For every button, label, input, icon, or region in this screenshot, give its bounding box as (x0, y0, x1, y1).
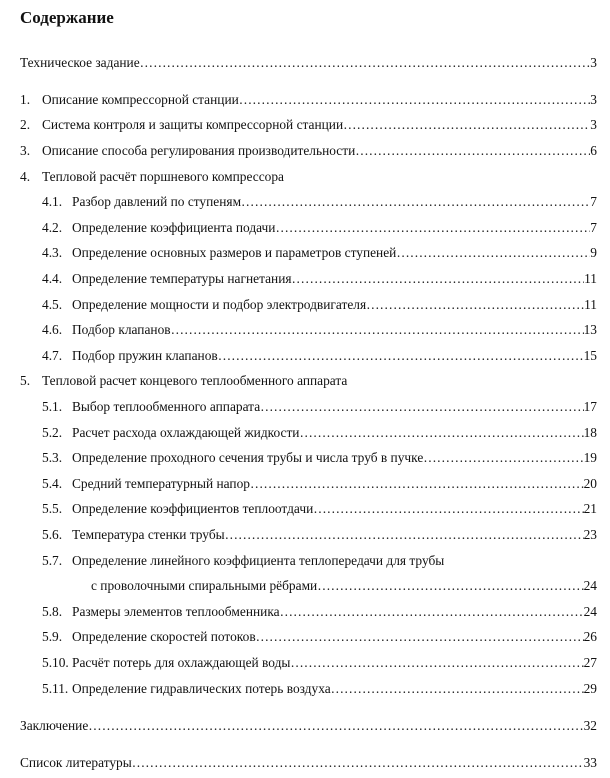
toc-entry-line (72, 295, 597, 315)
dot-leader (241, 192, 590, 212)
dot-leader (317, 576, 583, 596)
toc-entry[interactable] (0, 215, 610, 241)
toc-entry-number: 5.8. (42, 603, 63, 619)
toc-entry-line (72, 269, 597, 289)
toc-entry-number: 5.2. (42, 424, 63, 440)
toc-entry-page: 11 (584, 271, 597, 287)
toc-entry-label: Температура стенки трубы (72, 526, 225, 542)
toc-entry-label: Расчет расхода охлаждающей жидкости (72, 424, 300, 440)
toc-entry-line (20, 53, 597, 73)
toc-entry[interactable] (0, 445, 610, 471)
toc-entry[interactable] (0, 625, 610, 651)
toc-entry-page: 3 (590, 117, 597, 133)
toc-entry-page: 3 (590, 54, 597, 70)
dot-leader (218, 346, 584, 366)
toc-entry[interactable] (0, 189, 610, 215)
toc-entry-label: Расчёт потерь для охлаждающей воды (72, 654, 291, 670)
toc-entry[interactable] (0, 394, 610, 420)
toc-entry-page: 33 (583, 754, 597, 770)
toc-entry-number: 5.11. (42, 680, 69, 696)
toc-entry-label: с проволочными спиральными рёбрами (91, 578, 318, 594)
dot-leader (343, 115, 590, 135)
toc-entry[interactable] (0, 650, 610, 676)
toc-entry-label: Список литературы (20, 754, 132, 770)
toc-entry-number: 2. (20, 117, 31, 133)
toc-entry-label: Определение температуры нагнетания (72, 271, 292, 287)
page-title: Содержание (20, 8, 114, 27)
toc-entry-number: 3. (20, 143, 31, 159)
toc-entry-page: 24 (583, 603, 597, 619)
toc-entry-page: 6 (590, 143, 597, 159)
toc-entry-line (72, 320, 597, 340)
toc-entry-page: 17 (583, 399, 597, 415)
toc-entry[interactable] (0, 343, 610, 369)
toc-entry[interactable] (0, 471, 610, 497)
toc-entry-label: Система контроля и защиты компрессорной станции (42, 117, 344, 133)
toc-entry-label: Определение основных размеров и параметров ступеней (72, 245, 397, 261)
dot-leader (396, 243, 590, 263)
toc-entry-number: 4.2. (42, 219, 63, 235)
toc-entry-page: 3 (590, 91, 597, 107)
toc-entry-number: 5. (20, 373, 31, 389)
toc-entry-page: 7 (590, 219, 597, 235)
toc-entry-label: Тепловой расчет концевого теплообменного аппарата (42, 373, 348, 389)
toc-entry-page: 23 (583, 526, 597, 542)
toc-entry-number: 4.1. (42, 194, 63, 210)
dot-leader (292, 269, 585, 289)
toc-entry[interactable] (0, 241, 610, 267)
dot-leader (88, 716, 583, 736)
toc-entry-number: 5.5. (42, 501, 63, 517)
toc-entry[interactable] (0, 292, 610, 318)
toc-entry-line (72, 474, 597, 494)
dot-leader (256, 627, 584, 647)
toc-entry-line (72, 346, 597, 366)
toc-entry[interactable] (0, 317, 610, 343)
toc-entry-label: Определение мощности и подбор электродвигателя (72, 296, 367, 312)
dot-leader (366, 295, 584, 315)
toc-entry-number: 4.3. (42, 245, 63, 261)
toc-entry[interactable] (0, 573, 610, 599)
toc-entry-page: 29 (583, 680, 597, 696)
toc-entry-number: 5.4. (42, 475, 63, 491)
toc-entry[interactable] (0, 113, 610, 139)
toc-entry-line (20, 753, 597, 773)
toc-entry-line (72, 551, 597, 571)
toc-entry-number: 4.4. (42, 271, 63, 287)
toc-entry-number: 5.1. (42, 399, 63, 415)
toc-entry[interactable] (0, 138, 610, 164)
toc-entry-label: Техническое задание (20, 54, 140, 70)
toc-entry[interactable] (0, 497, 610, 523)
toc-entry-line (72, 499, 597, 519)
toc-entry-line (42, 167, 597, 187)
toc-entry[interactable] (0, 522, 610, 548)
toc-entry-page: 32 (583, 717, 597, 733)
toc-entry-page: 27 (583, 654, 597, 670)
toc-entry-label: Тепловой расчёт поршневого компрессора (42, 168, 284, 184)
toc-entry[interactable] (0, 676, 610, 702)
toc-entry[interactable] (0, 420, 610, 446)
toc-entry-page: 19 (583, 450, 597, 466)
dot-leader (171, 320, 584, 340)
toc-entry-line (42, 115, 597, 135)
toc-entry[interactable] (0, 369, 610, 395)
dot-leader (280, 602, 584, 622)
toc-entry-number: 5.10. (42, 654, 69, 670)
toc-entry-page: 9 (590, 245, 597, 261)
toc-entry-label: Заключение (20, 717, 89, 733)
dot-leader (140, 53, 591, 73)
toc-entry[interactable] (0, 599, 610, 625)
dot-leader (331, 679, 584, 699)
dot-leader (355, 141, 590, 161)
toc-entry-label: Описание компрессорной станции (42, 91, 239, 107)
toc-entry-line (72, 627, 597, 647)
toc-entry-number: 4.6. (42, 322, 63, 338)
toc-entry-page: 21 (583, 501, 597, 517)
toc-entry-page: 11 (584, 296, 597, 312)
toc-entry-number: 4.7. (42, 347, 63, 363)
toc-entry-page: 13 (583, 322, 597, 338)
toc-entry-label: Выбор теплообменного аппарата (72, 399, 261, 415)
toc-entry-page: 7 (590, 194, 597, 210)
dot-leader (313, 499, 583, 519)
toc-entry-label: Определение скоростей потоков (72, 629, 256, 645)
toc-entry-line (42, 371, 597, 391)
table-of-contents (0, 50, 610, 776)
toc-entry-page: 20 (583, 475, 597, 491)
toc-entry-line (72, 448, 597, 468)
toc-entry-label: Подбор пружин клапанов (72, 347, 218, 363)
dot-leader (225, 525, 584, 545)
dot-leader (132, 753, 584, 773)
toc-entry-line (20, 716, 597, 736)
toc-entry-number: 4. (20, 168, 31, 184)
dot-leader (250, 474, 584, 494)
toc-entry-line (72, 397, 597, 417)
toc-entry-line (91, 576, 597, 596)
toc-entry-line (72, 602, 597, 622)
dot-leader (260, 397, 583, 417)
toc-entry[interactable] (0, 713, 610, 739)
toc-entry[interactable] (0, 750, 610, 776)
toc-entry[interactable] (0, 548, 610, 574)
toc-entry[interactable] (0, 164, 610, 190)
toc-entry-number: 1. (20, 91, 31, 107)
toc-entry-line (72, 525, 597, 545)
toc-entry-label: Определение линейного коэффициента теплопередачи для трубы (72, 552, 445, 568)
toc-entry-number: 5.9. (42, 629, 63, 645)
toc-entry-label: Определение коэффициентов теплоотдачи (72, 501, 314, 517)
toc-entry-number: 5.6. (42, 526, 63, 542)
dot-leader (275, 218, 590, 238)
toc-entry-label: Определение проходного сечения трубы и числа труб в пучке (72, 450, 424, 466)
toc-entry-page: 18 (583, 424, 597, 440)
dot-leader (423, 448, 583, 468)
toc-entry-line (42, 90, 597, 110)
toc-entry-line (72, 192, 597, 212)
toc-entry-number: 5.3. (42, 450, 63, 466)
toc-entry-number: 5.7. (42, 552, 63, 568)
dot-leader (239, 90, 591, 110)
toc-entry-number: 4.5. (42, 296, 63, 312)
toc-entry-page: 26 (583, 629, 597, 645)
toc-entry-line (72, 218, 597, 238)
toc-entry-line (72, 679, 597, 699)
toc-entry-label: Средний температурный напор (72, 475, 250, 491)
toc-entry-label: Размеры элементов теплообменника (72, 603, 280, 619)
toc-entry-label: Определение коэффициента подачи (72, 219, 276, 235)
toc-entry-label: Разбор давлений по ступеням (72, 194, 242, 210)
toc-entry-page: 24 (583, 578, 597, 594)
toc-entry-page: 15 (583, 347, 597, 363)
toc-entry-label: Описание способа регулирования производительности (42, 143, 356, 159)
toc-entry-label: Определение гидравлических потерь воздуха (72, 680, 331, 696)
toc-entry-line (72, 423, 597, 443)
dot-leader (290, 653, 583, 673)
toc-entry[interactable] (0, 87, 610, 113)
dot-leader (299, 423, 583, 443)
toc-entry-line (72, 653, 597, 673)
toc-entry[interactable] (0, 50, 610, 76)
toc-entry-label: Подбор клапанов (72, 322, 171, 338)
toc-entry-line (72, 243, 597, 263)
toc-entry[interactable] (0, 266, 610, 292)
toc-entry-line (42, 141, 597, 161)
